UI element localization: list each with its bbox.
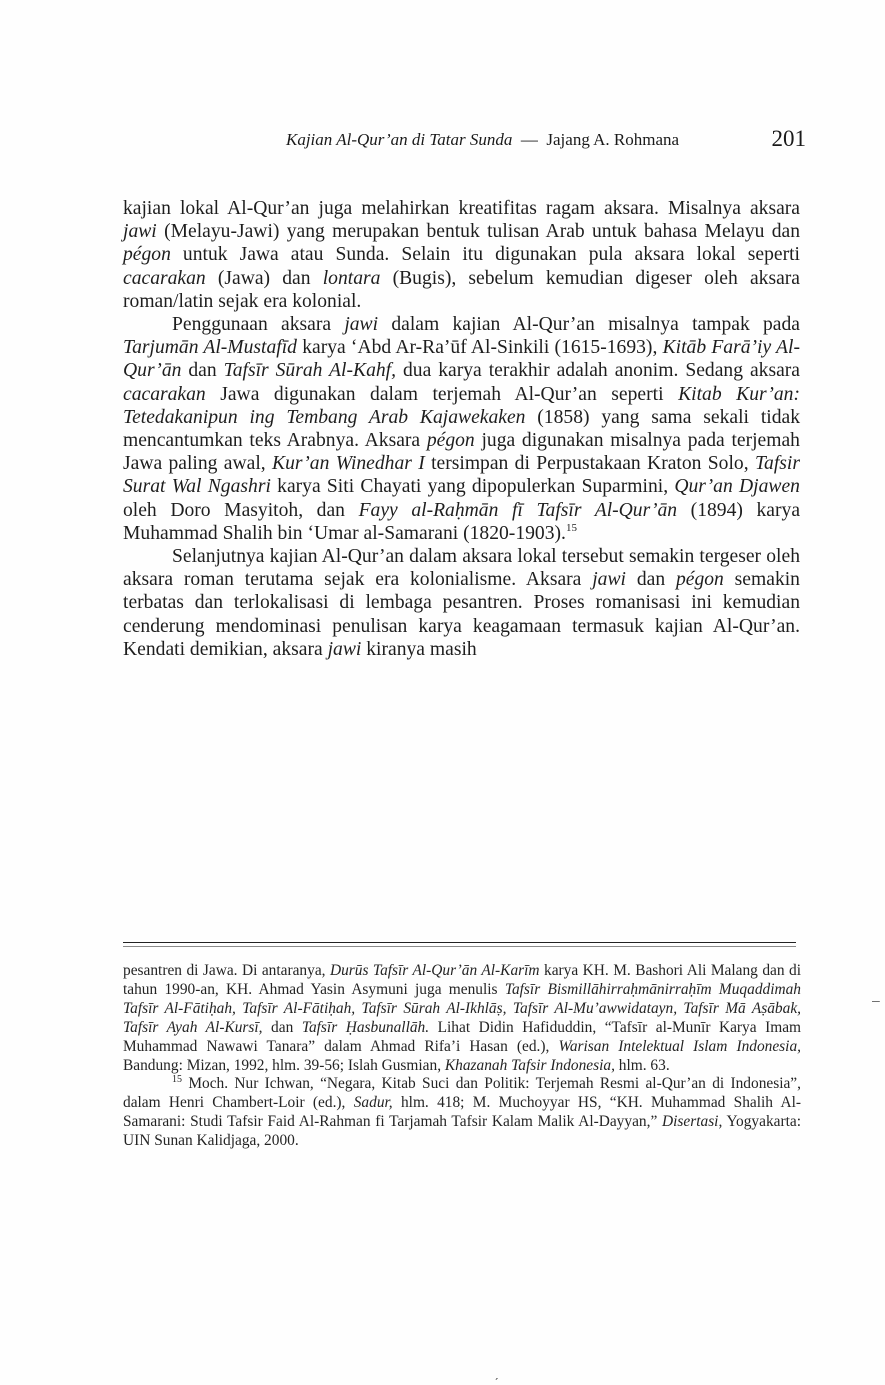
running-title: Kajian Al-Qur’an di Tatar Sunda: [286, 130, 513, 149]
paragraph-1: kajian lokal Al-Qur’an juga melahirkan kreatifitas ragam aksara. Misalnya aksara jawi (Melayu-Jawi) yang merupakan bentuk tulisan Arab untuk bahasa Melayu dan pégon untuk Jawa atau Sunda. Selain itu digunakan pula aksara lokal seperti cacarakan (Jawa) dan lontara (Bugis), sebelum kemudian digeser oleh aksara roman/latin sejak era kolonial.: [123, 198, 800, 312]
paragraph-2: Penggunaan aksara jawi dalam kajian Al-Qur’an misalnya tampak pada Tarjumān Al-Mustafīd karya ‘Abd Ar-Ra’ūf Al-Sinkili (1615-1693), Kitāb Farā’iy Al-Qur’ān dan Tafsīr Sūrah Al-Kahf, dua karya terakhir adalah anonim. Sedang aksara cacarakan Jawa digunakan dalam terjemah Al-Qur’an seperti Kitab Kur’an: Tetedakanipun ing Tembang Arab Kajawekaken (1858) yang sama sekali tidak mencantumkan teks Arabnya. Aksara pégon juga digunakan misalnya pada terjemah Jawa paling awal, Kur’an Winedhar I tersimpan di Perpustakaan Kraton Solo, Tafsir Surat Wal Ngashri karya Siti Chayati yang dipopulerkan Suparmini, Qur’an Djawen oleh Doro Masyitoh, dan Fayy al-Raḥmān fī Tafsīr Al-Qur’ān (1894) karya Muhammad Shalih bin ‘Umar al-Samarani (1820-1903).$^{15}$: [123, 314, 801, 544]
footnote-15: $^{15}$ Moch. Nur Ichwan, “Negara, Kitab Suci dan Politik: Terjemah Resmi al-Qur’an di Indonesia”, dalam Henri Chambert-Loir (ed.), Sadur, hlm. 418; M. Muchoyyar HS, “KH. Muhammad Shalih Al-Samarani: Studi Tafsir Faid Al-Rahman fi Tarjamah Tafsir Kalam Malik Al-Dayyan,” Disertasi, Yogyakarta: UIN Sunan Kalidjaga, 2000.: [123, 1074, 801, 1150]
footnote-ref-15: 15: [565, 521, 577, 534]
bottom-tick-mark: ˏ: [494, 1364, 499, 1380]
footnotes: [123, 962, 801, 1151]
running-header: [286, 126, 806, 164]
header-author: Jajang A. Rohmana: [546, 130, 680, 149]
footnote-continuation: pesantren di Jawa. Di antaranya, Durūs Tafsīr Al-Qur’ān Al-Karīm karya KH. M. Bashori Ali Malang dan di tahun 1990-an, KH. Ahmad Yasin Asymuni juga menulis Tafsīr Bismillāhirraḥmānirraḥīm Muqaddimah Tafsīr Al-Fātiḥah, Tafsīr Al-Fātiḥah, Tafsīr Sūrah Al-Ikhlāṣ, Tafsīr Al-Mu’awwidatayn, Tafsīr Mā Aṣābak, Tafsīr Ayah Al-Kursī, dan Tafsīr Ḥasbunallāh. Lihat Didin Hafiduddin, “Tafsīr al-Munīr Karya Imam Muhammad Nawawi Tanara” dalam Ahmad Rifa’i Hasan (ed.), Warisan Intelektual Islam Indonesia, Bandung: Mizan, 1992, hlm. 39-56; Islah Gusmian, Khazanah Tafsir Indonesia, hlm. 63.: [123, 962, 801, 1074]
main-text: [123, 197, 800, 661]
paragraph-3: Selanjutnya kajian Al-Qur’an dalam aksara lokal tersebut semakin tergeser oleh aksara roman terutama sejak era kolonialisme. Aksara jawi dan pégon semakin terbatas dan terlokalisasi di lembaga pesantren. Proses romanisasi ini kemudian cenderung mendominasi penulisan karya keagamaan termasuk kajian Al-Qur’an. Kendati demikian, aksara jawi kiranya masih: [123, 546, 800, 660]
footnote-divider-shadow: [123, 946, 796, 947]
footnote-number: 15: [172, 1074, 182, 1086]
page-number: 201: [771, 126, 806, 151]
margin-dash-mark: –: [872, 992, 880, 1008]
footnote-divider: [123, 942, 796, 943]
header-separator: —: [520, 130, 538, 149]
